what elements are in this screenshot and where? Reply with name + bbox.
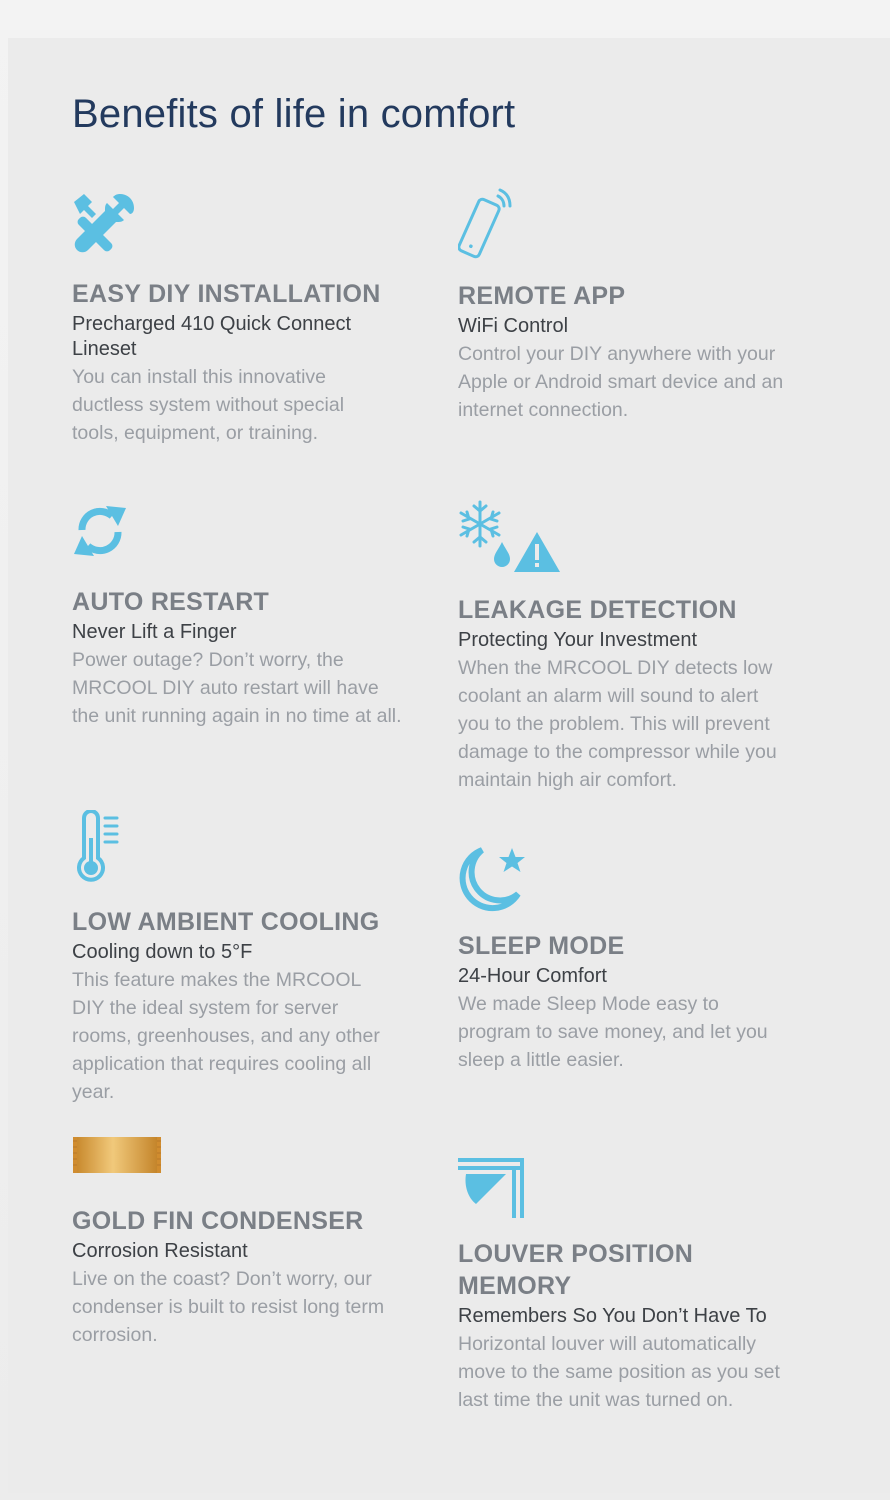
moon-star-icon — [458, 846, 798, 930]
refresh-icon — [72, 500, 402, 586]
feature-description: We made Sleep Mode easy to program to save money, and let you sleep a little easier. — [458, 993, 768, 1071]
feature-description: Power outage? Don’t worry, the MRCOOL DIY auto restart will have the unit running again in no time at all. — [72, 649, 402, 727]
feature-low-ambient-cooling — [72, 810, 402, 1106]
feature-subtitle: Never Lift a Finger — [72, 621, 237, 643]
feature-auto-restart — [72, 500, 402, 730]
feature-gold-fin-condenser — [72, 1133, 402, 1349]
feature-description: You can install this innovative ductless system without special tools, equipment, or training. — [72, 366, 345, 444]
feature-title: GOLD FIN CONDENSER — [72, 1207, 364, 1235]
feature-title: AUTO RESTART — [72, 588, 270, 616]
feature-louver-position-memory — [458, 1156, 798, 1414]
feature-description: This feature makes the MRCOOL DIY the ideal system for server rooms, greenhouses, and any other application that requires cooling all year. — [72, 969, 380, 1103]
feature-subtitle: Protecting Your Investment — [458, 629, 698, 651]
feature-title: LOUVER POSITION MEMORY — [458, 1240, 694, 1300]
feature-subtitle: WiFi Control — [458, 315, 569, 337]
feature-description: When the MRCOOL DIY detects low coolant an alarm will sound to alert you to the problem. This will prevent damage to the compressor while you maintain high air comfort. — [458, 657, 777, 791]
feature-title: REMOTE APP — [458, 282, 626, 310]
feature-remote-app — [458, 186, 798, 424]
feature-leakage-detection — [458, 498, 798, 794]
thermometer-icon — [72, 810, 402, 906]
feature-sleep-mode — [458, 846, 798, 1074]
feature-title: SLEEP MODE — [458, 932, 625, 960]
feature-subtitle: Remembers So You Don’t Have To — [458, 1305, 767, 1327]
feature-subtitle: Corrosion Resistant — [72, 1240, 248, 1262]
feature-title: EASY DIY INSTALLATION — [72, 280, 381, 308]
feature-description: Control your DIY anywhere with your Apple or Android smart device and an internet connection. — [458, 343, 784, 421]
gold-fin-icon — [72, 1133, 402, 1205]
smartphone-wifi-icon — [458, 186, 798, 280]
feature-description: Live on the coast? Don’t worry, our condenser is built to resist long term corrosion. — [72, 1268, 385, 1346]
feature-description: Horizontal louver will automatically move to the same position as you set last time the unit was turned on. — [458, 1333, 780, 1411]
louver-icon — [458, 1156, 798, 1238]
snowflake-drop-warning-icon — [458, 498, 798, 594]
feature-title: LOW AMBIENT COOLING — [72, 908, 380, 936]
feature-title: LEAKAGE DETECTION — [458, 596, 737, 624]
feature-easy-diy-installation — [72, 192, 402, 447]
tools-icon — [72, 192, 402, 278]
feature-subtitle: 24-Hour Comfort — [458, 965, 607, 987]
page-title: Benefits of life in comfort — [72, 92, 516, 136]
feature-subtitle: Precharged 410 Quick Connect Lineset — [72, 313, 352, 360]
feature-subtitle: Cooling down to 5°F — [72, 941, 253, 963]
